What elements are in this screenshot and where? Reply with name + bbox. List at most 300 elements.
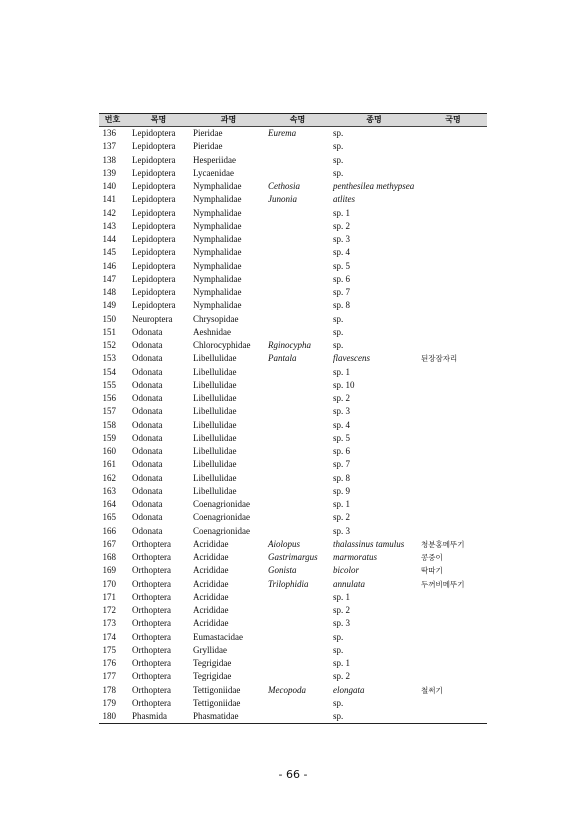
cell-family: Libellulidae (193, 485, 237, 496)
cell-number: 154 (102, 366, 116, 377)
cell-order: Odonata (132, 366, 163, 377)
cell-korean-name (419, 631, 487, 644)
cell-species: sp. 1 (333, 366, 351, 377)
cell-genus (266, 154, 329, 167)
cell-korean-name (419, 379, 487, 392)
cell-species: sp. (333, 631, 344, 642)
cell-number: 136 (102, 128, 116, 138)
cell-number: 143 (102, 220, 116, 231)
cell-species: elongata (333, 684, 365, 695)
cell-number: 147 (102, 273, 116, 284)
cell-family: Pieridae (193, 141, 223, 152)
table-row (99, 326, 487, 339)
cell-genus (266, 498, 329, 511)
cell-number: 170 (102, 578, 116, 589)
cell-order: Odonata (132, 340, 163, 350)
cell-number: 164 (102, 499, 116, 509)
cell-species: sp. (333, 128, 344, 138)
cell-order: Odonata (132, 406, 163, 417)
cell-order: Odonata (132, 419, 163, 430)
table-row (99, 551, 487, 564)
cell-order: Lepidoptera (132, 181, 176, 191)
table-row (99, 670, 487, 683)
cell-species: annulata (333, 578, 366, 589)
cell-order: Odonata (132, 525, 163, 536)
cell-order: Orthoptera (132, 697, 171, 708)
cell-korean-name (419, 246, 487, 259)
table-body (99, 127, 487, 724)
cell-korean-name (419, 432, 487, 445)
table-row (99, 392, 487, 405)
cell-genus (266, 458, 329, 471)
cell-genus (266, 472, 329, 485)
cell-species: sp. (333, 141, 344, 152)
table-row (99, 617, 487, 630)
cell-family: Nymphalidae (193, 273, 242, 284)
cell-number: 146 (102, 260, 116, 271)
table-row (99, 485, 487, 498)
cell-species: sp. 4 (333, 419, 351, 430)
table-row (99, 260, 487, 273)
cell-korean-name (419, 670, 487, 683)
cell-korean-name (419, 127, 487, 141)
table-row (99, 180, 487, 193)
cell-family: Nymphalidae (193, 287, 242, 297)
page-number: - 66 - (278, 768, 308, 781)
cell-species: sp. 6 (333, 446, 351, 456)
cell-genus (266, 379, 329, 392)
table-row (99, 445, 487, 458)
header-row (99, 114, 487, 127)
cell-genus (266, 207, 329, 220)
cell-species: bicolor (333, 565, 359, 576)
cell-family: Nymphalidae (193, 260, 242, 271)
cell-order: Lepidoptera (132, 141, 176, 152)
cell-species: sp. (333, 697, 344, 708)
table-row (99, 432, 487, 445)
table-row (99, 140, 487, 153)
cell-genus (266, 313, 329, 326)
cell-korean-name (419, 419, 487, 432)
cell-genus (266, 485, 329, 498)
cell-order: Lepidoptera (132, 287, 176, 297)
cell-number: 167 (102, 538, 116, 549)
table-row (99, 472, 487, 485)
table-row (99, 299, 487, 312)
cell-family: Nymphalidae (193, 234, 242, 244)
cell-species: sp. 4 (333, 247, 351, 258)
cell-korean-name: 두꺼비메뚜기 (421, 579, 465, 589)
cell-order: Phasmida (126, 710, 191, 724)
cell-family: Aeshnidae (193, 326, 231, 337)
cell-korean-name (419, 525, 487, 538)
cell-genus (266, 326, 329, 339)
cell-family: Nymphalidae (193, 300, 242, 311)
cell-family: Acrididae (193, 552, 229, 562)
cell-species: sp. (333, 644, 344, 655)
cell-family: Libellulidae (193, 366, 237, 377)
cell-number: 142 (102, 207, 116, 218)
cell-family: Coenagrionidae (193, 499, 250, 509)
table-row (99, 167, 487, 180)
cell-korean-name (419, 233, 487, 246)
cell-species: sp. 2 (333, 671, 351, 682)
cell-family: Tegrigidae (193, 658, 232, 668)
cell-order: Odonata (132, 379, 163, 390)
cell-number: 150 (102, 313, 116, 324)
table-row (99, 339, 487, 352)
cell-korean-name (419, 498, 487, 511)
cell-species: sp. (333, 154, 344, 165)
cell-species: sp. (333, 313, 344, 324)
cell-family: Libellulidae (193, 446, 237, 456)
cell-korean-name: 철써기 (421, 685, 443, 695)
cell-genus: Cethosia (268, 181, 301, 191)
cell-korean-name (419, 511, 487, 524)
cell-number: 173 (102, 618, 116, 629)
cell-number: 156 (102, 393, 116, 403)
cell-number: 155 (102, 379, 116, 390)
cell-family: Acrididae (193, 605, 229, 615)
cell-family: Libellulidae (193, 419, 237, 430)
cell-family: Gryllidae (193, 644, 227, 655)
cell-genus (266, 644, 329, 657)
cell-number: 137 (102, 141, 116, 152)
table-row (99, 207, 487, 220)
cell-order: Lepidoptera (132, 220, 176, 231)
cell-number: 160 (102, 446, 116, 456)
cell-order: Orthoptera (132, 565, 171, 576)
cell-korean-name (419, 392, 487, 405)
cell-number: 162 (102, 472, 116, 483)
cell-number: 168 (102, 552, 116, 562)
table-row (99, 246, 487, 259)
cell-species: sp. 2 (333, 512, 351, 523)
table-row (99, 564, 487, 577)
header-order: 목명 (126, 114, 191, 127)
cell-order: Odonata (132, 512, 163, 523)
cell-genus (266, 670, 329, 683)
cell-genus (266, 617, 329, 630)
cell-species: sp. (329, 710, 419, 724)
cell-species: penthesilea methypsea (333, 181, 415, 191)
cell-genus: Trilophidia (268, 578, 309, 589)
cell-korean-name (419, 299, 487, 312)
cell-order: Orthoptera (132, 631, 171, 642)
table-row (99, 313, 487, 326)
cell-number: 144 (102, 234, 116, 244)
table-row (99, 511, 487, 524)
cell-genus: Rginocypha (268, 340, 311, 350)
cell-genus: Gonista (268, 565, 297, 576)
cell-order: Odonata (132, 472, 163, 483)
table-row (99, 405, 487, 418)
cell-korean-name: 딱따기 (421, 566, 443, 576)
cell-genus (266, 697, 329, 710)
cell-family: Libellulidae (193, 459, 237, 470)
cell-genus (266, 366, 329, 379)
table-row (99, 644, 487, 657)
table-row (99, 657, 487, 670)
cell-family: Acrididae (193, 618, 229, 629)
cell-species: sp. 7 (333, 287, 351, 297)
cell-species: sp. 7 (333, 459, 351, 470)
cell-korean-name (419, 405, 487, 418)
cell-korean-name (419, 604, 487, 617)
cell-genus (266, 246, 329, 259)
cell-genus (266, 233, 329, 246)
cell-order: Lepidoptera (132, 194, 176, 205)
cell-family: Pieridae (193, 128, 223, 138)
cell-family: Libellulidae (193, 406, 237, 417)
cell-family: Libellulidae (193, 393, 237, 403)
cell-korean-name (419, 617, 487, 630)
cell-order: Odonata (132, 446, 163, 456)
cell-korean-name (419, 445, 487, 458)
cell-number: 163 (102, 485, 116, 496)
table-row (99, 710, 487, 724)
cell-species: sp. 3 (333, 525, 351, 536)
cell-order: Lepidoptera (132, 273, 176, 284)
cell-order: Orthoptera (132, 605, 171, 615)
cell-family: Chlorocyphidae (193, 340, 251, 350)
cell-order: Orthoptera (132, 578, 171, 589)
cell-order: Orthoptera (132, 684, 171, 695)
cell-species: sp. (333, 340, 344, 350)
cell-family: Nymphalidae (193, 247, 242, 258)
cell-number: 141 (102, 194, 116, 205)
table-row (99, 458, 487, 471)
cell-order: Lepidoptera (132, 234, 176, 244)
cell-order: Lepidoptera (132, 260, 176, 271)
cell-species: marmoratus (333, 552, 378, 562)
cell-species: sp. 9 (333, 485, 351, 496)
cell-order: Lepidoptera (132, 207, 176, 218)
cell-order: Orthoptera (132, 552, 171, 562)
cell-species: sp. 1 (333, 658, 351, 668)
cell-number: 174 (102, 631, 116, 642)
cell-korean-name (419, 286, 487, 299)
cell-number: 139 (102, 167, 116, 178)
cell-order: Lepidoptera (132, 154, 176, 165)
cell-korean-name: 된장잠자리 (421, 354, 458, 364)
table-row (99, 352, 487, 365)
cell-korean-name (419, 472, 487, 485)
cell-genus (266, 525, 329, 538)
cell-species: atlites (333, 194, 355, 205)
table-row (99, 591, 487, 604)
cell-order: Orthoptera (132, 658, 171, 668)
table-row (99, 379, 487, 392)
cell-genus (266, 604, 329, 617)
cell-genus (266, 273, 329, 286)
cell-number: 177 (102, 671, 116, 682)
cell-genus (266, 167, 329, 180)
table-row (99, 498, 487, 511)
species-table-container (99, 113, 487, 724)
header-species: 종명 (329, 114, 419, 127)
cell-genus (266, 220, 329, 233)
cell-species: sp. 5 (333, 432, 351, 443)
table-row (99, 286, 487, 299)
table-row (99, 631, 487, 644)
header-family: 과명 (191, 114, 266, 127)
cell-order: Neuroptera (132, 313, 173, 324)
cell-family: Libellulidae (193, 353, 237, 364)
cell-number: 172 (102, 605, 116, 615)
cell-family: Nymphalidae (193, 181, 242, 191)
cell-genus (266, 631, 329, 644)
cell-korean-name (419, 167, 487, 180)
cell-order: Orthoptera (132, 671, 171, 682)
cell-number: 140 (102, 181, 116, 191)
cell-species: sp. 2 (333, 220, 351, 231)
cell-genus (266, 445, 329, 458)
cell-family: Libellulidae (193, 379, 237, 390)
cell-korean-name (419, 339, 487, 352)
cell-number: 152 (102, 340, 116, 350)
cell-family: Chrysopidae (193, 313, 239, 324)
cell-number: 176 (102, 658, 116, 668)
cell-order: Odonata (132, 326, 163, 337)
cell-number: 171 (102, 591, 116, 602)
cell-family: Acrididae (193, 591, 229, 602)
cell-family: Tegrigidae (193, 671, 232, 682)
cell-number: 149 (102, 300, 116, 311)
cell-korean-name: 청분홍메뚜기 (421, 539, 465, 549)
cell-family: Eumastacidae (193, 631, 243, 642)
cell-order: Lepidoptera (132, 300, 176, 311)
cell-species: sp. 1 (333, 207, 351, 218)
cell-number: 145 (102, 247, 116, 258)
cell-genus (266, 419, 329, 432)
table-row (99, 604, 487, 617)
cell-order: Odonata (132, 432, 163, 443)
cell-family: Tettigoniidae (193, 684, 241, 695)
cell-number: 169 (102, 565, 116, 576)
cell-order: Orthoptera (132, 591, 171, 602)
table-row (99, 684, 487, 697)
cell-order: Orthoptera (132, 618, 171, 629)
table-row (99, 538, 487, 551)
cell-species: sp. (333, 167, 344, 178)
cell-number: 151 (102, 326, 116, 337)
cell-order: Odonata (132, 353, 163, 364)
cell-korean-name (419, 313, 487, 326)
cell-genus (266, 140, 329, 153)
table-row (99, 525, 487, 538)
table-row (99, 273, 487, 286)
cell-korean-name (419, 458, 487, 471)
cell-genus: Mecopoda (268, 684, 306, 695)
cell-order: Lepidoptera (132, 167, 176, 178)
cell-number: 180 (99, 710, 126, 724)
cell-order: Lepidoptera (132, 247, 176, 258)
cell-family: Acrididae (193, 578, 229, 589)
cell-family: Tettigoniidae (193, 697, 241, 708)
cell-genus (266, 657, 329, 670)
cell-genus: Gastrimargus (268, 552, 318, 562)
table-row (99, 366, 487, 379)
cell-genus (266, 405, 329, 418)
cell-number: 178 (102, 684, 116, 695)
species-table (99, 113, 487, 724)
cell-number: 158 (102, 419, 116, 430)
table-row (99, 220, 487, 233)
cell-genus: Eurema (268, 128, 297, 138)
cell-korean-name (419, 154, 487, 167)
cell-order: Lepidoptera (132, 128, 176, 138)
header-korean-name: 국명 (419, 114, 487, 127)
cell-korean-name (419, 260, 487, 273)
cell-family: Nymphalidae (193, 194, 242, 205)
cell-family: Coenagrionidae (193, 525, 250, 536)
cell-species: sp. 1 (333, 499, 351, 509)
cell-number: 148 (102, 287, 116, 297)
table-header (99, 114, 487, 127)
cell-korean-name (419, 140, 487, 153)
cell-order: Odonata (132, 485, 163, 496)
cell-family: Hesperiidae (193, 154, 236, 165)
cell-family: Libellulidae (193, 432, 237, 443)
cell-korean-name (419, 697, 487, 710)
cell-genus: Pantala (268, 353, 297, 364)
cell-korean-name (419, 485, 487, 498)
cell-number: 161 (102, 459, 116, 470)
table-row (99, 193, 487, 206)
cell-genus: Junonia (268, 194, 297, 205)
cell-species: sp. 6 (333, 273, 351, 284)
cell-family: Phasmatidae (191, 710, 266, 724)
cell-korean-name (419, 366, 487, 379)
cell-family: Nymphalidae (193, 207, 242, 218)
cell-korean-name (419, 180, 487, 193)
table-row (99, 233, 487, 246)
cell-genus (266, 511, 329, 524)
cell-korean-name (419, 220, 487, 233)
table-row (99, 127, 487, 141)
cell-family: Coenagrionidae (193, 512, 250, 523)
cell-species: sp. (333, 326, 344, 337)
cell-order: Odonata (132, 459, 163, 470)
cell-korean-name (419, 657, 487, 670)
cell-species: sp. 2 (333, 605, 351, 615)
cell-korean-name (419, 326, 487, 339)
cell-family: Libellulidae (193, 472, 237, 483)
cell-species: sp. 8 (333, 300, 351, 311)
cell-korean-name (419, 273, 487, 286)
cell-family: Acrididae (193, 565, 229, 576)
cell-genus (266, 392, 329, 405)
cell-species: sp. 3 (333, 618, 351, 629)
cell-species: sp. 2 (333, 393, 351, 403)
header-genus: 속명 (266, 114, 329, 127)
cell-number: 175 (102, 644, 116, 655)
table-row (99, 697, 487, 710)
cell-number: 159 (102, 432, 116, 443)
cell-family: Lycaenidae (193, 167, 234, 178)
cell-genus (266, 591, 329, 604)
cell-family: Acrididae (193, 538, 229, 549)
cell-korean-name (419, 710, 487, 724)
header-number: 번호 (99, 114, 126, 127)
cell-genus (266, 260, 329, 273)
cell-korean-name (419, 644, 487, 657)
cell-order: Odonata (132, 499, 163, 509)
cell-number: 157 (102, 406, 116, 417)
cell-order: Orthoptera (132, 538, 171, 549)
cell-species: sp. 3 (333, 406, 351, 417)
